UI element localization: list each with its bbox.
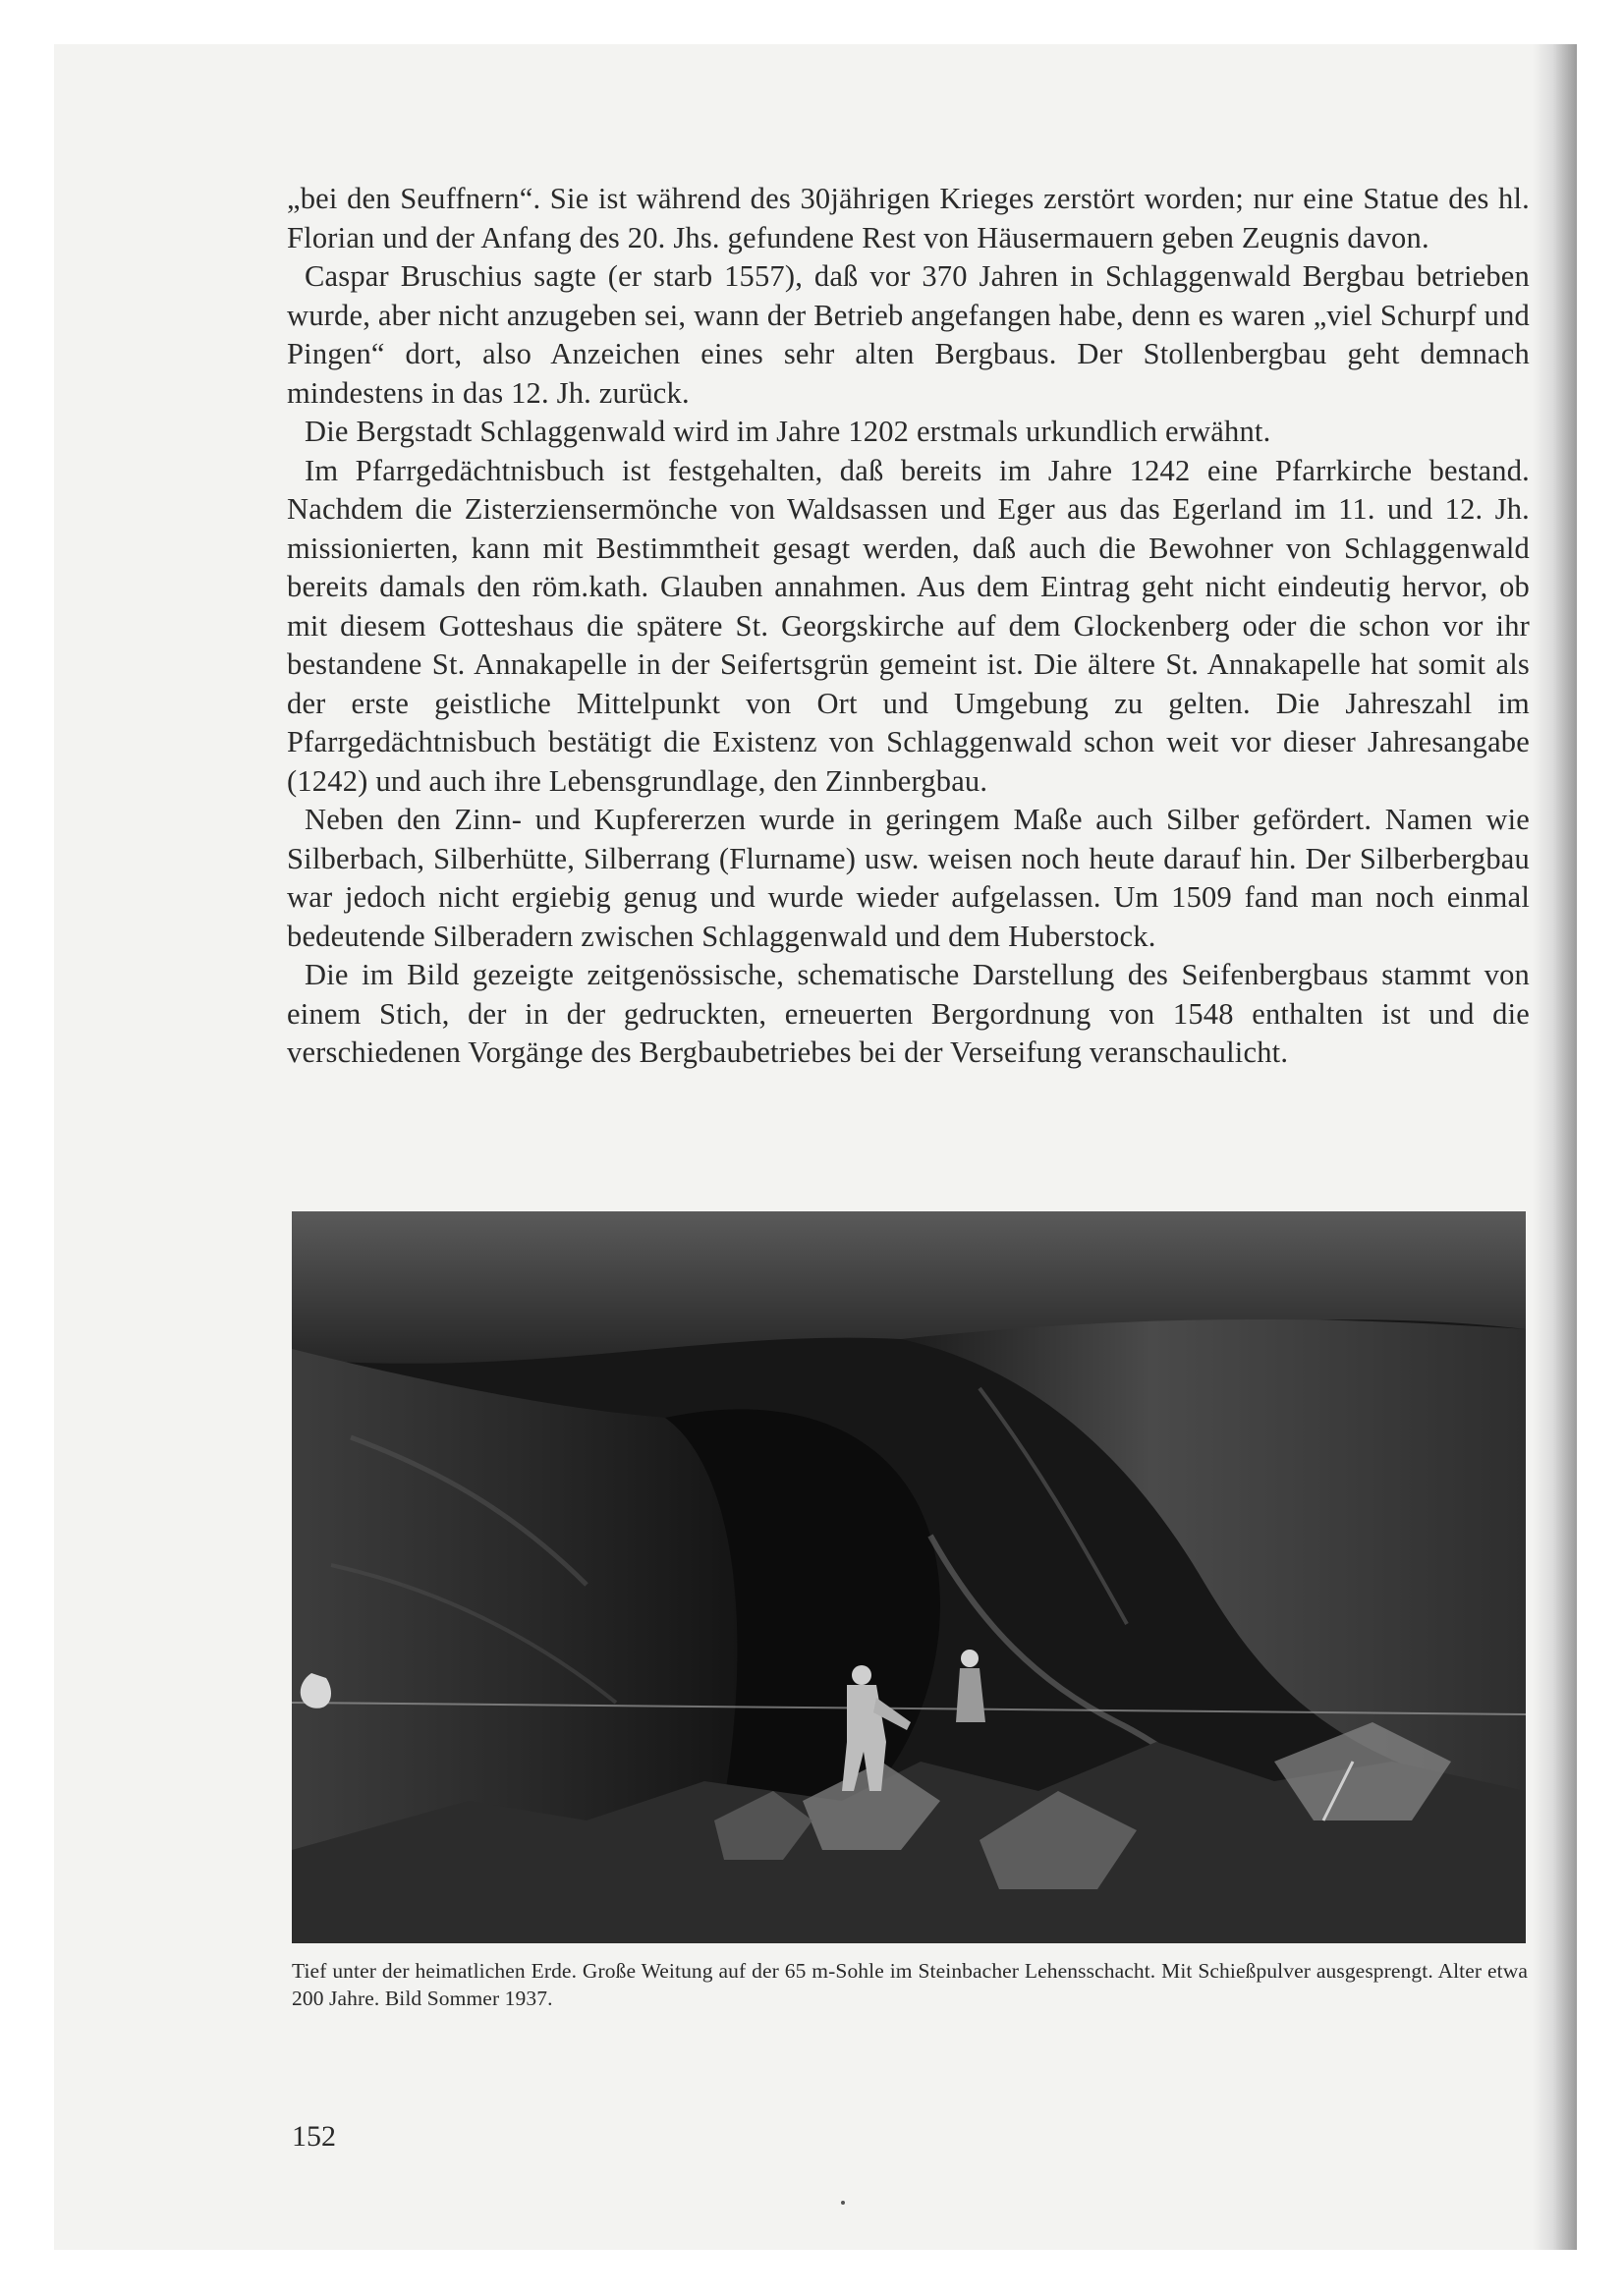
print-speck <box>841 2201 845 2205</box>
paragraph: Caspar Bruschius sagte (er starb 1557), daß vor 370 Jahren in Schlaggenwald Bergbau betrieben wurde, aber nicht anzugeben sei, wann der Betrieb angefangen habe, denn es waren „viel Schurpf und Pingen“ dort, also Anzeichen eines sehr alten Bergbaus. Der Stollenbergbau geht demnach mindestens in das 12. Jh. zurück. <box>287 259 1530 410</box>
page-number: 152 <box>292 2120 336 2153</box>
photo-caption: Tief unter der heimatlichen Erde. Große Weitung auf der 65 m-Sohle im Steinbacher Lehensschacht. Mit Schießpulver ausgesprengt. Alter etwa 200 Jahre. Bild Sommer 1937. <box>292 1959 1528 2010</box>
paragraph: Im Pfarrgedächtnisbuch ist festgehalten, daß bereits im Jahre 1242 eine Pfarrkirche bestand. Nachdem die Zisterziensermönche von Waldsassen und Eger aus das Egerland im 11. und 12. Jh. missionierten, kann mit Bestimmtheit gesagt werden, daß auch die Bewohner von Schlaggenwald bereits damals den röm.kath. Glauben annahmen. Aus dem Eintrag geht nicht eindeutig hervor, ob mit diesem Gotteshaus die spätere St. Georgskirche auf dem Glockenberg oder die schon vor ihr bestandene St. Annakapelle in der Seifertsgrün gemeint ist. Die ältere St. Annakapelle hat somit als der erste geistliche Mittelpunkt von Ort und Umgebung zu gelten. Die Jahreszahl im Pfarrgedächtnisbuch bestätigt die Existenz von Schlaggenwald schon weit vor dieser Jahresangabe (1242) und auch ihre Lebensgrundlage, den Zinnbergbau. <box>287 453 1530 798</box>
body-text <box>287 180 1530 1073</box>
paragraph: „bei den Seuffnern“. Sie ist während des 30jährigen Krieges zerstört worden; nur eine Statue des hl. Florian und der Anfang des 20. Jhs. gefundene Rest von Häusermauern geben Zeugnis davon. <box>287 182 1530 254</box>
paragraph: Die im Bild gezeigte zeitgenössische, schematische Darstellung des Seifenbergbaus stammt von einem Stich, der in der gedruckten, erneuerten Bergordnung von 1548 enthalten ist und die verschiedenen Vorgänge des Bergbaubetriebes bei der Verseifung veranschaulicht. <box>287 958 1530 1069</box>
mine-cavern-photo <box>292 1211 1526 1943</box>
paragraph: Die Bergstadt Schlaggenwald wird im Jahre 1202 erstmals urkundlich erwähnt. <box>305 415 1271 448</box>
page-binding-shadow <box>1533 44 1577 2250</box>
cavern-illustration <box>292 1211 1526 1943</box>
paragraph: Neben den Zinn- und Kupfererzen wurde in geringem Maße auch Silber gefördert. Namen wie Silberbach, Silberhütte, Silberrang (Flurname) usw. weisen noch heute darauf hin. Der Silberbergbau war jedoch nicht ergiebig genug und wurde wieder aufgelassen. Um 1509 fand man noch einmal bedeutende Silberadern zwischen Schlaggenwald und dem Huberstock. <box>287 803 1530 953</box>
